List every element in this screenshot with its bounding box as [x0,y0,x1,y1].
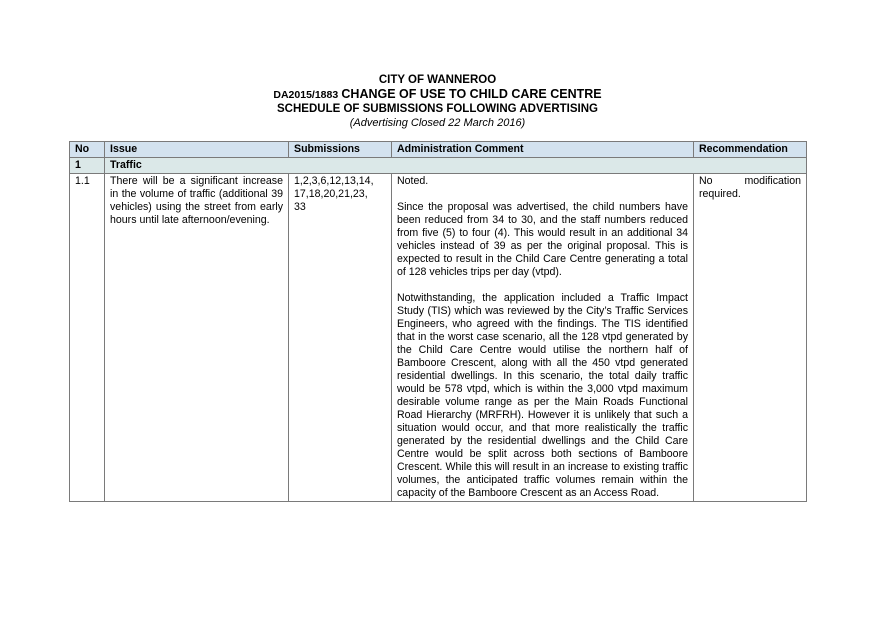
submissions-line: 1,2,3,6,12,13,14, [294,175,374,187]
comment-paragraph: Since the proposal was advertised, the child numbers have been reduced from 34 to 30, and the staff numbers reduced from five (5) to four (4). This would result in an additional 34 vehicles instead of 39 as per the original proposal. This is expected to result in the Child Care Centre generating a total of 128 vehicles trips per day (vtpd). [397,201,688,278]
administration-comment-cell [392,174,694,502]
document-title [0,87,875,102]
application-reference: DA2015/1883 [273,89,339,101]
organisation-name: CITY OF WANNEROO [378,74,497,86]
recommendation-cell: No modification required. [694,174,807,502]
submissions-cell [289,174,392,502]
document-header [0,73,875,130]
submissions-table [69,141,807,502]
column-header-submissions: Submissions [289,142,392,158]
table-header-row [70,142,807,158]
section-number: 1 [70,158,105,174]
submissions-line: 33 [294,201,306,213]
issue-cell: There will be a significant increase in the volume of traffic (additional 39 vehicles) using the street from early hours until late afternoon/evening. [105,174,289,502]
column-header-administration-comment: Administration Comment [392,142,694,158]
row-number: 1.1 [70,174,105,502]
column-header-issue: Issue [105,142,289,158]
application-title: CHANGE OF USE TO CHILD CARE CENTRE [341,87,602,101]
comment-paragraph: Notwithstanding, the application included a Traffic Impact Study (TIS) which was reviewed by the City’s Traffic Services Engineers, who agreed with the findings. The TIS identified that in the worst case scenario, all the 128 vtpd generated by the Child Care Centre would utilise the northern half of Bamboore Crescent, along with all the 450 vtpd generated residential dwellings. In this scenario, the total daily traffic would be 578 vtpd, which is within the 3,000 vtpd maximum desirable volume range as per the Main Roads Functional Road Hierarchy (MRFRH). However it is unlikely that such a situation would occur, and that more realistically the traffic generated by the residential dwellings and the Child Care Centre would be split across both sections of Bamboore Crescent. While this will result in an increase to existing traffic volumes, the anticipated traffic volumes remain within the capacity of the Bamboore Crescent as an Access Road. [397,292,688,499]
schedule-subtitle: SCHEDULE OF SUBMISSIONS FOLLOWING ADVERTISING [277,103,598,115]
submissions-line: 17,18,20,21,23, [294,188,368,200]
section-row [70,158,807,174]
comment-paragraph: Noted. [397,175,429,187]
advertising-note: (Advertising Closed 22 March 2016) [349,117,526,129]
column-header-recommendation: Recommendation [694,142,807,158]
column-header-no: No [70,142,105,158]
table-row [70,174,807,502]
section-title: Traffic [105,158,807,174]
